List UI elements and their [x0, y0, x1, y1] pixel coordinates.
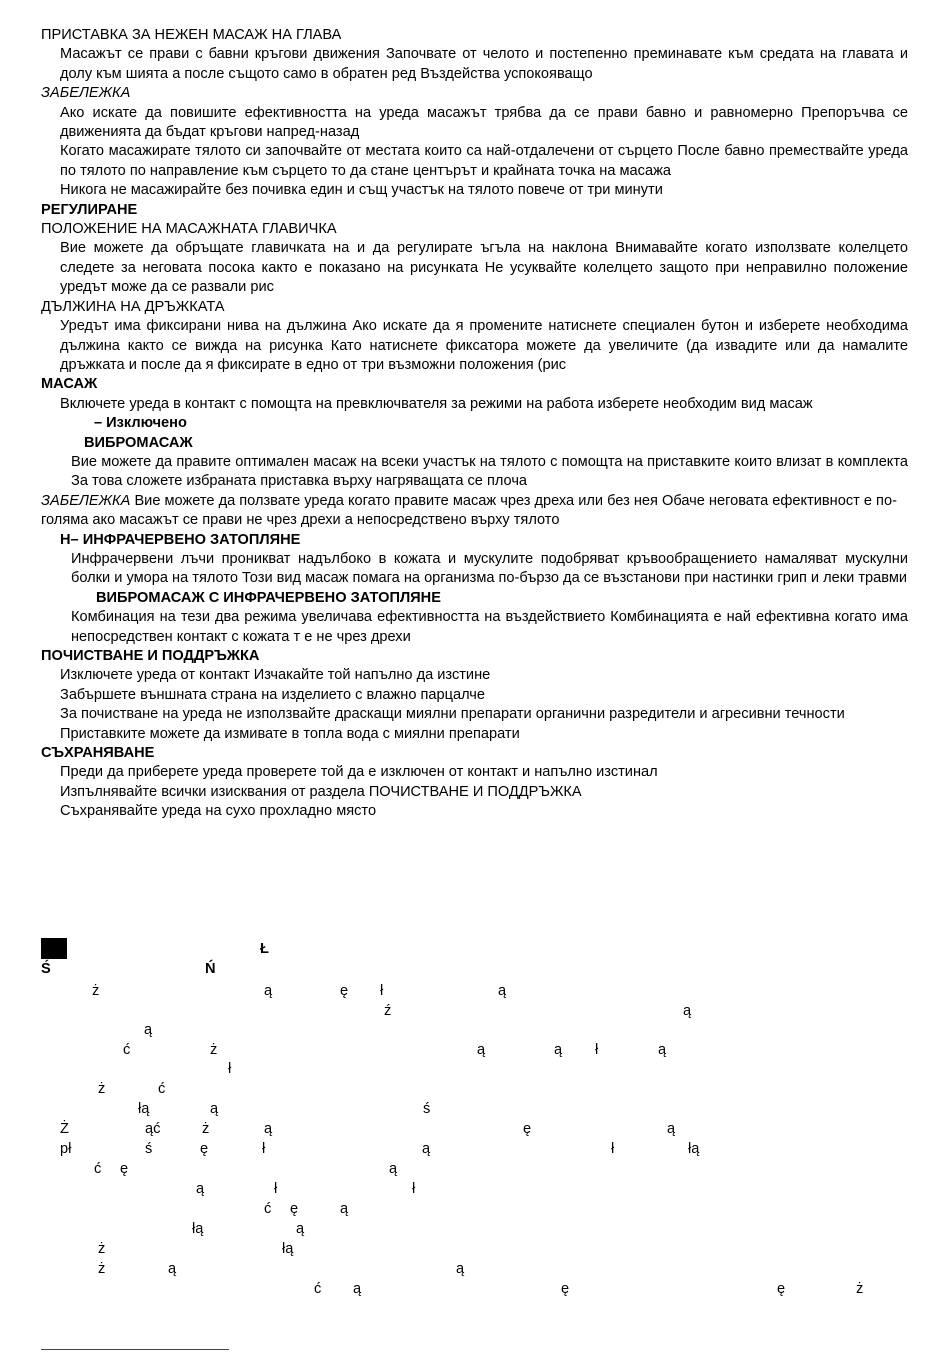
- glyph-fragment: ć: [158, 1081, 166, 1097]
- glyph-fragment: ź: [384, 1003, 392, 1019]
- glyph-fragment: ż: [856, 1281, 864, 1297]
- text-line-19: ВИБРОМАСАЖ С ИНФРАЧЕРВЕНО ЗАТОПЛЯНЕ: [96, 589, 441, 606]
- glyph-fragment: łą: [192, 1221, 204, 1237]
- glyph-fragment: ą: [168, 1261, 177, 1277]
- text-line-10: Уредът има фиксирани нива на дължина Ако искате да я промените натиснете специален бутон и изберете необходима дължина както се вижда на рисунка Като натиснете фиксатора можете да увеличите (да извадите или да намалите дръжката и после да я фиксирате в едно от три възможни положения (рис: [60, 318, 908, 373]
- text-line-12: Включете уреда в контакт с помощта на превключвателя за режими на работа изберете необходим вид масаж: [60, 395, 813, 412]
- glyph-fragment: ł: [228, 1061, 232, 1077]
- glyph-fragment: ę: [777, 1281, 786, 1297]
- glyph-fragment: Ń: [205, 961, 216, 977]
- glyph-fragment: ą: [498, 983, 507, 999]
- text-line-28: Изпълнявайте всички изисквания от раздела ПОЧИСТВАНЕ И ПОДДРЪЖКА: [60, 783, 582, 800]
- glyph-fragment: ł: [611, 1141, 615, 1157]
- text-line-1: Масажът се прави с бавни кръгови движения Започвате от челото и постепенно преминавате към средата на главата и долу към шията а после същото само в обратен ред Въздейства успокояващо: [60, 46, 908, 82]
- text-line-0: ПРИСТАВКА ЗА НЕЖЕН МАСАЖ НА ГЛАВА: [41, 27, 342, 43]
- text-line-22: Изключете уреда от контакт Изчакайте той напълно да изстине: [60, 667, 491, 684]
- text-line-14: ВИБРОМАСАЖ: [84, 434, 193, 451]
- glyph-fragment: łą: [282, 1241, 294, 1257]
- footnote-separator-line: [41, 1349, 229, 1350]
- glyph-fragment: ą: [658, 1042, 667, 1058]
- text-line-8: Вие можете да обръщате главичката на и да регулирате ъгъла на наклона Внимавайте когато използвате колелцето следете за неговата посока както е показано на рисунката Не усуквайте колелцето защото при неправилно положение уредът може да се развали рис: [60, 240, 908, 296]
- instruction-text: [41, 26, 908, 822]
- text-line-3: Ако искате да повишите ефективността на уреда масажът трябва да се прави бавно и равномерно Препоръчва се движенията да бъдат кръгови напред-назад: [60, 104, 908, 141]
- glyph-fragment: ć: [314, 1281, 322, 1297]
- glyph-fragment: ą: [477, 1042, 486, 1058]
- text-line-17: Н– ИНФРАЧЕРВЕНО ЗАТОПЛЯНЕ: [60, 531, 301, 548]
- glyph-fragment: ą: [196, 1181, 205, 1197]
- glyph-fragment: ę: [340, 983, 349, 999]
- glyph-fragment: ż: [98, 1241, 106, 1257]
- glyph-fragment: łą: [688, 1141, 700, 1157]
- glyph-fragment: ą: [667, 1121, 676, 1137]
- glyph-fragment: ł: [262, 1141, 266, 1157]
- text-line-25: Приставките можете да измивате в топла вода с миялни препарати: [60, 725, 520, 742]
- glyph-fragment: Ś: [41, 961, 51, 977]
- text-line-21: ПОЧИСТВАНЕ И ПОДДРЪЖКА: [41, 648, 260, 664]
- text-line-20: Комбинация на тези два режима увеличава ефективността на въздействието Комбинацията е най ефективна когато има непосредствен контакт с кожата т е не чрез дрехи: [71, 609, 908, 645]
- glyph-fragment: ą: [264, 983, 273, 999]
- glyph-fragment: ą: [264, 1121, 273, 1137]
- text-line-15: Вие можете да правите оптимален масаж на всеки участък на тялото с помощта на приставките които влизат в комплекта За това сложете избраната приставка върху нагряващата се плоча: [71, 453, 908, 490]
- text-line-2: ЗАБЕЛЕЖКА: [41, 85, 131, 102]
- glyph-fragment: ć: [123, 1042, 131, 1058]
- glyph-fragment: ł: [274, 1181, 278, 1197]
- text-line-18: Инфрачервени лъчи проникват надълбоко в кожата и мускулите подобряват кръвообращението намаляват мускулни болки и умора на тялото Този вид масаж помага на организма по-бързо да се възстанови при настинки грип и леки травми: [71, 550, 908, 587]
- glyph-fragment: ą: [353, 1281, 362, 1297]
- text-line-27: Преди да приберете уреда проверете той да е изключен от контакт и напълно изстинал: [60, 764, 658, 781]
- glyph-fragment: ż: [202, 1121, 210, 1137]
- text-line-13: – Изключено: [94, 415, 187, 432]
- text-line-7: ПОЛОЖЕНИЕ НА МАСАЖНАТА ГЛАВИЧКА: [41, 221, 337, 238]
- glyph-fragment: ę: [290, 1201, 299, 1217]
- glyph-fragment: ę: [523, 1121, 532, 1137]
- glyph-fragment: ąć: [145, 1121, 161, 1137]
- text-line-24: За почистване на уреда не използвайте драскащи миялни препарати органични разредители и агресивни течности: [60, 706, 845, 723]
- glyph-fragment: ą: [422, 1141, 431, 1157]
- glyph-fragment: ą: [683, 1003, 692, 1019]
- glyph-fragment: Ż: [60, 1121, 69, 1137]
- text-line-16: ЗАБЕЛЕЖКА Вие можете да ползвате уреда когато правите масаж чрез дреха или без нея Обаче неговата ефективност е по-голяма ако масажът се прави не чрез дрехи а непосредствено върху тялото: [41, 492, 897, 529]
- text-line-23: Забършете външната страна на изделието с влажно парцалче: [60, 686, 486, 703]
- glyph-fragment: ś: [145, 1141, 153, 1157]
- text-line-11: МАСАЖ: [41, 376, 98, 393]
- glyph-fragment: ą: [554, 1042, 563, 1058]
- glyph-fragment: ł: [412, 1181, 416, 1197]
- text-line-5: Никога не масажирайте без почивка един и същ участък на тялото повече от три минути: [60, 182, 663, 199]
- glyph-fragment: ą: [210, 1101, 219, 1117]
- glyph-fragment: ć: [264, 1201, 272, 1217]
- text-line-26: СЪХРАНЯВАНЕ: [41, 745, 155, 762]
- glyph-fragment: ą: [144, 1022, 153, 1038]
- text-line-4: Когато масажирате тялото си започвайте от местата които са най-отдалечени от сърцето После бавно премествайте уреда по тялото по направление към сърцето то да стане центърът и крайната точка на масажа: [60, 143, 908, 179]
- glyph-fragment: ż: [98, 1261, 106, 1277]
- text-line-29: Съхранявайте уреда на сухо прохладно място: [60, 803, 377, 820]
- glyph-fragment: Ł: [260, 941, 269, 957]
- glyph-fragment: ą: [340, 1201, 349, 1217]
- text-line-9: ДЪЛЖИНА НА ДРЪЖКАТА: [41, 298, 225, 315]
- glyph-fragment: ł: [380, 983, 384, 999]
- glyph-fragment: ę: [561, 1281, 570, 1297]
- glyph-fragment: łą: [138, 1101, 150, 1117]
- glyph-fragment: ą: [456, 1261, 465, 1277]
- glyph-fragment: ż: [210, 1042, 218, 1058]
- black-square-marker: [41, 938, 67, 959]
- glyph-fragment: ę: [120, 1161, 129, 1177]
- glyph-fragment: ą: [389, 1161, 398, 1177]
- glyph-fragment: pł: [60, 1141, 72, 1157]
- glyph-fragment: ż: [92, 983, 100, 999]
- glyph-fragment: ł: [595, 1042, 599, 1058]
- text-line-6: РЕГУЛИРАНЕ: [41, 201, 138, 218]
- glyph-fragment: ć: [94, 1161, 102, 1177]
- glyph-fragment: ę: [200, 1141, 209, 1157]
- glyph-fragment: ż: [98, 1081, 106, 1097]
- glyph-fragment: ą: [296, 1221, 305, 1237]
- glyph-fragment: ś: [423, 1101, 431, 1117]
